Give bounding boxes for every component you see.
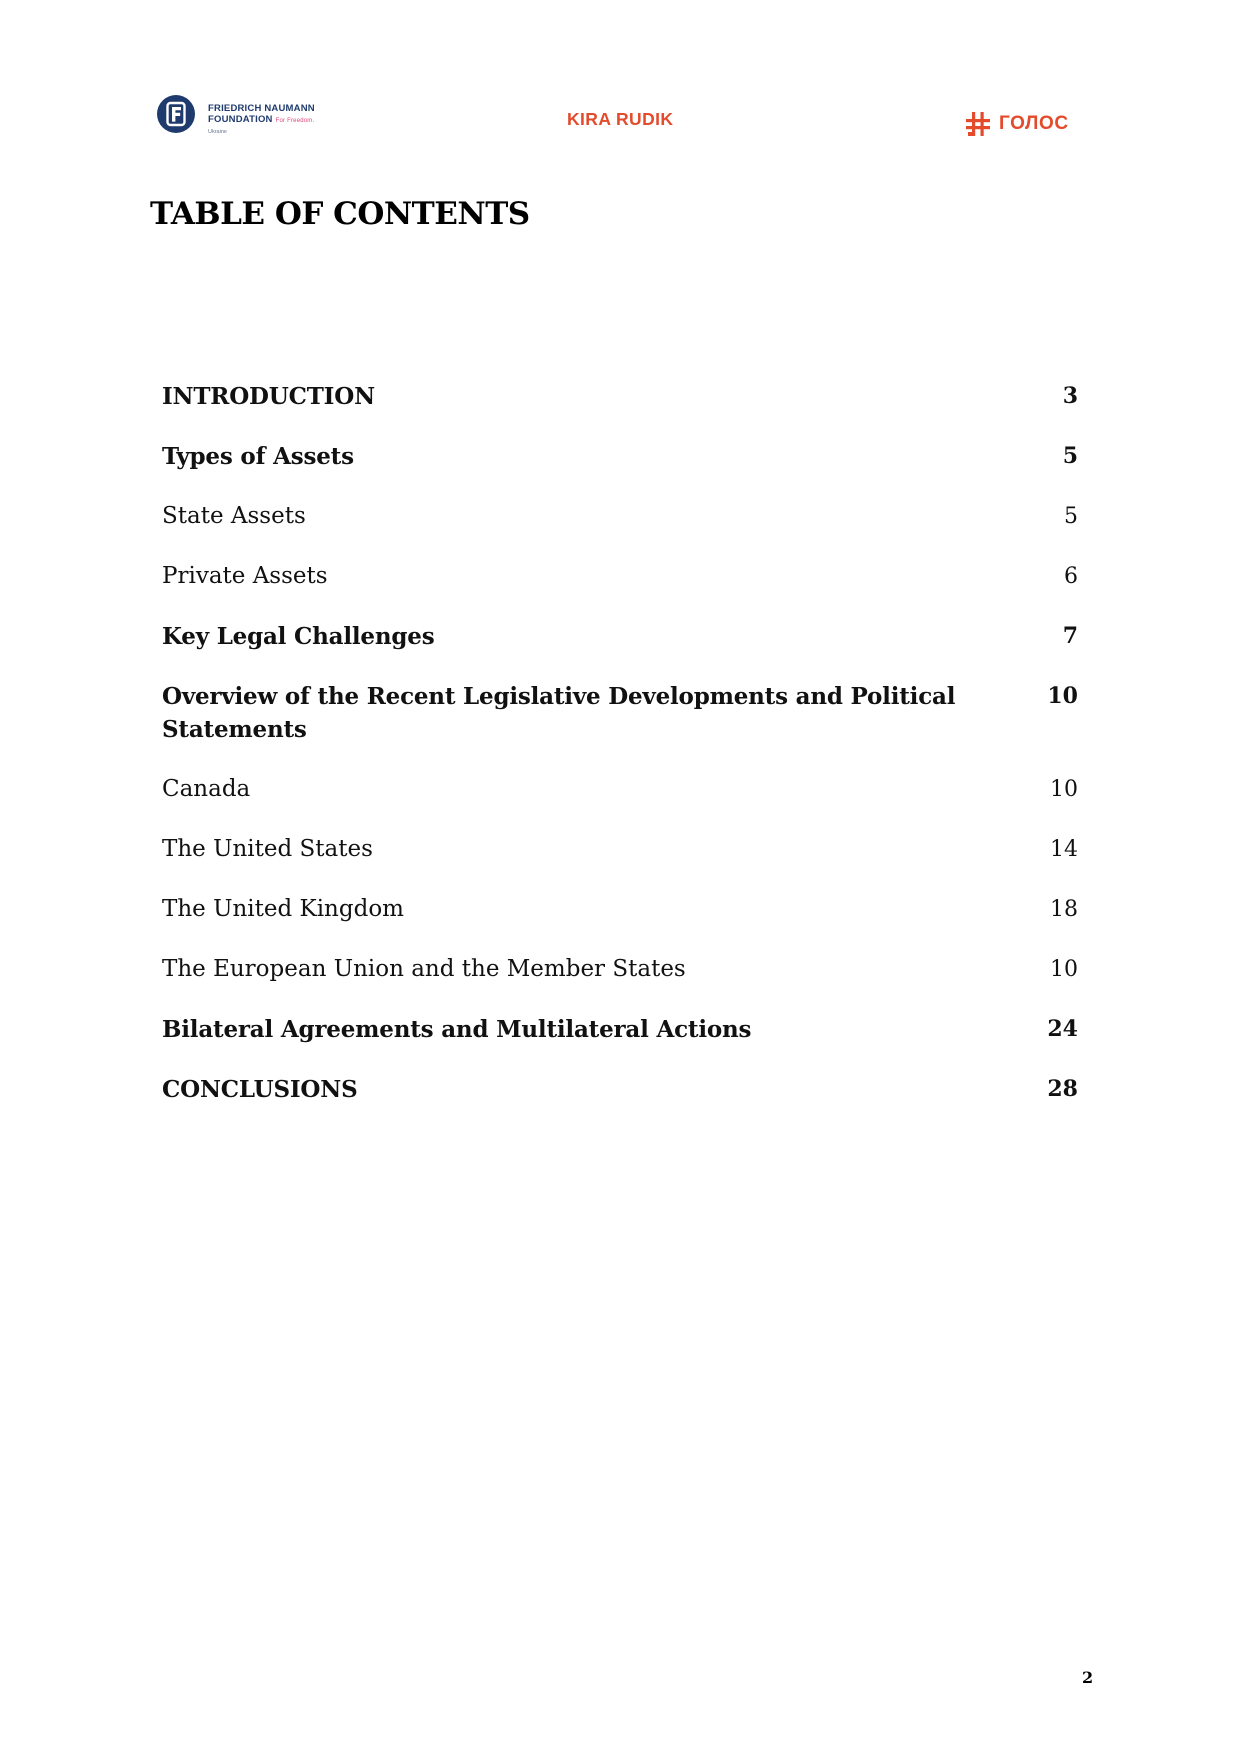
toc-entry-page: 28 <box>1047 1076 1078 1102</box>
toc-entry[interactable] <box>162 833 1078 866</box>
toc-entry-page: 3 <box>1062 383 1078 409</box>
fnf-logo <box>156 94 315 146</box>
golos-logo <box>964 110 1069 138</box>
fnf-logo-tagline: For Freedom. <box>275 117 315 124</box>
fnf-logo-text <box>208 104 315 135</box>
toc-entry-label: Canada <box>162 776 251 802</box>
toc-entry[interactable] <box>162 893 1078 926</box>
toc-entry-page: 24 <box>1047 1016 1078 1042</box>
toc-entry-page: 10 <box>1047 683 1078 709</box>
toc-entry-label: The European Union and the Member States <box>162 956 686 982</box>
toc-entry-page: 14 <box>1050 837 1078 862</box>
toc-entry[interactable] <box>162 773 1078 806</box>
golos-hash-icon <box>964 110 992 138</box>
toc-entry-page: 6 <box>1064 564 1078 589</box>
toc-entry-page: 7 <box>1062 623 1078 649</box>
toc-entry-label: INTRODUCTION <box>162 383 375 410</box>
toc-entry[interactable] <box>162 620 1078 653</box>
fnf-logo-line2 <box>208 115 315 126</box>
toc-entry-label: The United Kingdom <box>162 896 404 922</box>
toc-entry[interactable] <box>162 680 1078 746</box>
toc-entry[interactable] <box>162 1013 1078 1046</box>
kira-rudik-logo: KIRA RUDIK <box>567 109 674 129</box>
toc-entry[interactable] <box>162 560 1078 593</box>
toc-entry-label: Key Legal Challenges <box>162 623 435 650</box>
toc-entry-page: 10 <box>1050 957 1078 982</box>
toc-entry[interactable] <box>162 953 1078 986</box>
table-of-contents <box>162 380 1078 1133</box>
toc-entry-label: Private Assets <box>162 563 328 589</box>
toc-entry-label: Types of Assets <box>162 443 354 470</box>
toc-entry-label: CONCLUSIONS <box>162 1076 358 1103</box>
toc-entry-page: 10 <box>1050 777 1078 802</box>
page-number: 2 <box>1082 1668 1094 1687</box>
toc-entry-page: 5 <box>1064 504 1078 529</box>
toc-entry-label: State Assets <box>162 503 306 529</box>
toc-entry-page: 5 <box>1062 443 1078 469</box>
fnf-logo-subtitle: Ukraine <box>208 128 227 135</box>
toc-entry[interactable] <box>162 1073 1078 1106</box>
toc-entry[interactable] <box>162 440 1078 473</box>
fnf-logo-line1: FRIEDRICH NAUMANN <box>208 103 315 114</box>
toc-entry-label: The United States <box>162 836 373 862</box>
golos-logo-text: ГОЛОС <box>999 113 1069 134</box>
toc-entry[interactable] <box>162 500 1078 533</box>
fnf-logo-line2-text: FOUNDATION <box>208 113 273 125</box>
fnf-f-logo-icon <box>156 94 196 134</box>
toc-entry-page: 18 <box>1050 897 1078 922</box>
page-title: TABLE OF CONTENTS <box>150 196 530 232</box>
toc-entry[interactable] <box>162 380 1078 413</box>
toc-entry-label: Overview of the Recent Legislative Developments and Political Statements <box>162 683 956 743</box>
toc-entry-label: Bilateral Agreements and Multilateral Actions <box>162 1016 752 1043</box>
